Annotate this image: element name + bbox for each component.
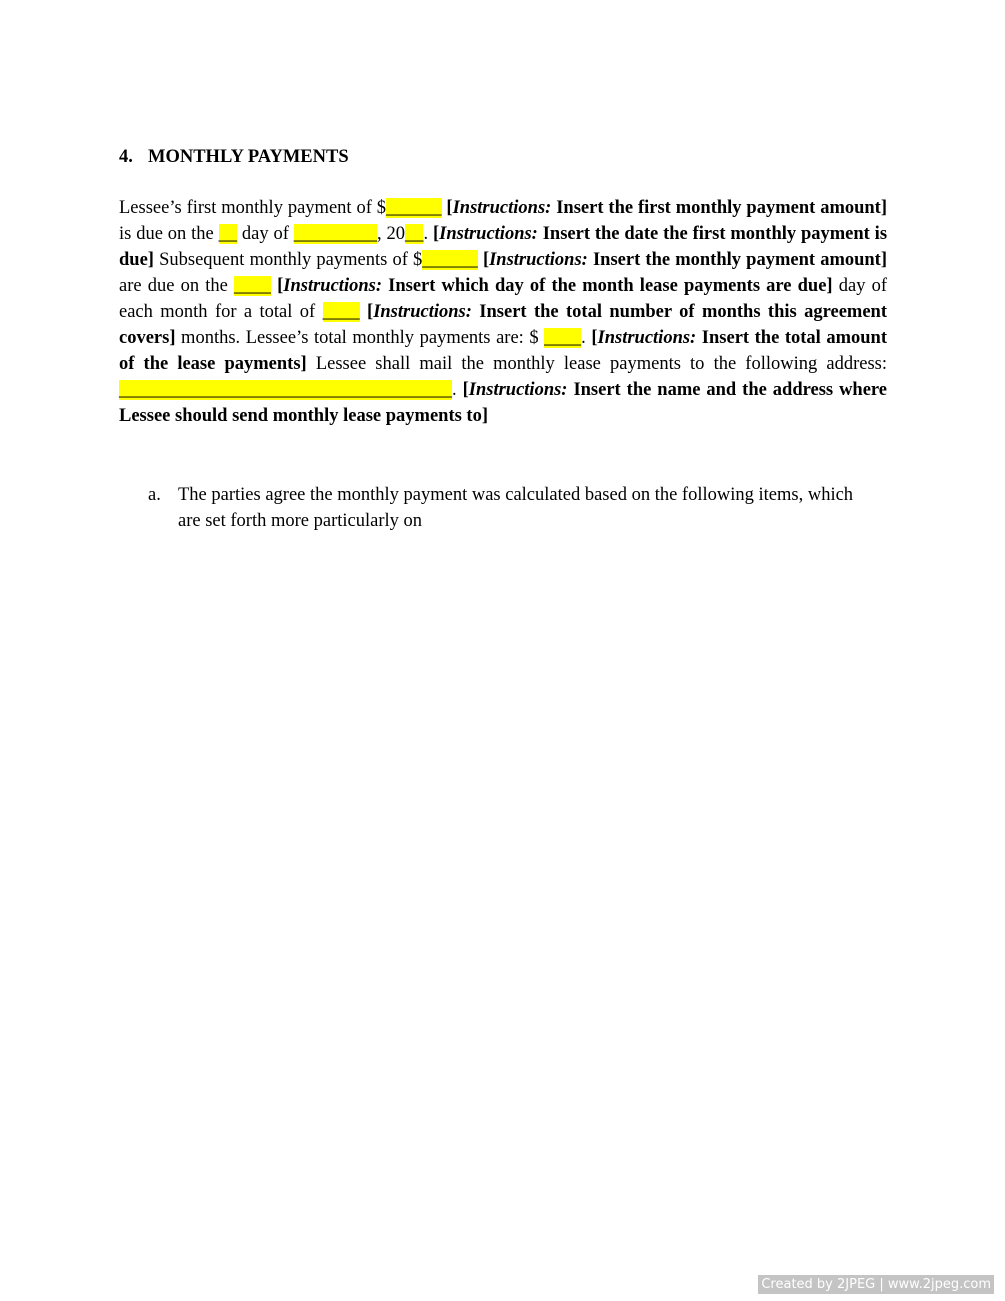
paragraph-text: are due on the xyxy=(119,276,234,296)
instruction-label: Instructions: xyxy=(283,276,382,296)
instruction-text: Insert the total amount of the lease payments] xyxy=(119,328,888,374)
watermark-badge: Created by 2JPEG | www.2jpeg.com xyxy=(758,1275,994,1294)
list-marker: a. xyxy=(148,485,161,505)
section-heading xyxy=(119,145,349,169)
paragraph-text: Lessee shall mail the monthly lease payments to the following address: xyxy=(306,354,887,374)
instruction-label: Instructions: xyxy=(439,224,538,244)
payment-paragraph xyxy=(119,195,887,429)
paragraph-text: . xyxy=(452,380,463,400)
instruction-label: Instructions: xyxy=(489,250,588,270)
due-day-blank[interactable]: __ xyxy=(218,224,238,244)
instruction-text: Insert the name and the address where Lessee should send monthly lease payments to] xyxy=(119,380,888,426)
instruction-bracket: [ xyxy=(432,224,440,244)
instruction-bracket: [ xyxy=(462,380,469,400)
instruction-label: Instructions: xyxy=(452,198,552,218)
instruction-label: Instructions: xyxy=(468,380,568,400)
paragraph-text: is due on the xyxy=(119,224,219,244)
instruction-bracket: [ xyxy=(591,328,598,348)
instruction-label: Instructions: xyxy=(597,328,697,348)
instruction-bracket: [ xyxy=(367,302,374,322)
paragraph-text: Lessee’s first monthly payment of $ xyxy=(119,198,387,218)
instruction-text: Insert the date the first monthly payment is due] xyxy=(119,224,888,270)
total-months-blank[interactable]: ____ xyxy=(322,302,360,322)
paragraph-text xyxy=(360,302,367,322)
instruction-bracket: [ xyxy=(482,250,490,270)
instruction-bracket: [ xyxy=(441,198,453,218)
paragraph-text: day of xyxy=(237,224,294,244)
instruction-text: Insert which day of the month lease payments are due] xyxy=(382,276,833,296)
instruction-text: Insert the total number of months this agreement covers] xyxy=(119,302,887,348)
section-number: 4. xyxy=(119,147,133,167)
subsequent-payment-amount-blank[interactable]: ______ xyxy=(422,250,478,270)
instruction-bracket: [ xyxy=(277,276,284,296)
mailing-address-blank[interactable]: ____________________________________ xyxy=(119,380,452,400)
instruction-text: Insert the first monthly payment amount] xyxy=(551,198,888,218)
total-payments-blank[interactable]: ____ xyxy=(544,328,582,348)
first-payment-amount-blank[interactable]: ______ xyxy=(386,198,442,218)
paragraph-text: . xyxy=(423,224,433,244)
due-month-blank[interactable]: _________ xyxy=(293,224,377,244)
paragraph-text: . xyxy=(581,328,592,348)
instruction-label: Instructions: xyxy=(373,302,472,322)
due-year-blank[interactable]: __ xyxy=(404,224,424,244)
monthly-due-day-blank[interactable]: ____ xyxy=(233,276,271,296)
list-item-text: The parties agree the monthly payment was calculated based on the following items, which are set forth more particularly on xyxy=(178,485,854,531)
paragraph-text: , 20 xyxy=(377,224,405,244)
list-item-a xyxy=(148,482,888,534)
instruction-text: Insert the monthly payment amount] xyxy=(587,250,887,270)
section-title: MONTHLY PAYMENTS xyxy=(148,147,349,167)
paragraph-text: Subsequent monthly payments of $ xyxy=(153,250,423,270)
paragraph-text: day of each month for a total of xyxy=(119,276,887,322)
paragraph-text: months. Lessee’s total monthly payments are: $ xyxy=(175,328,545,348)
